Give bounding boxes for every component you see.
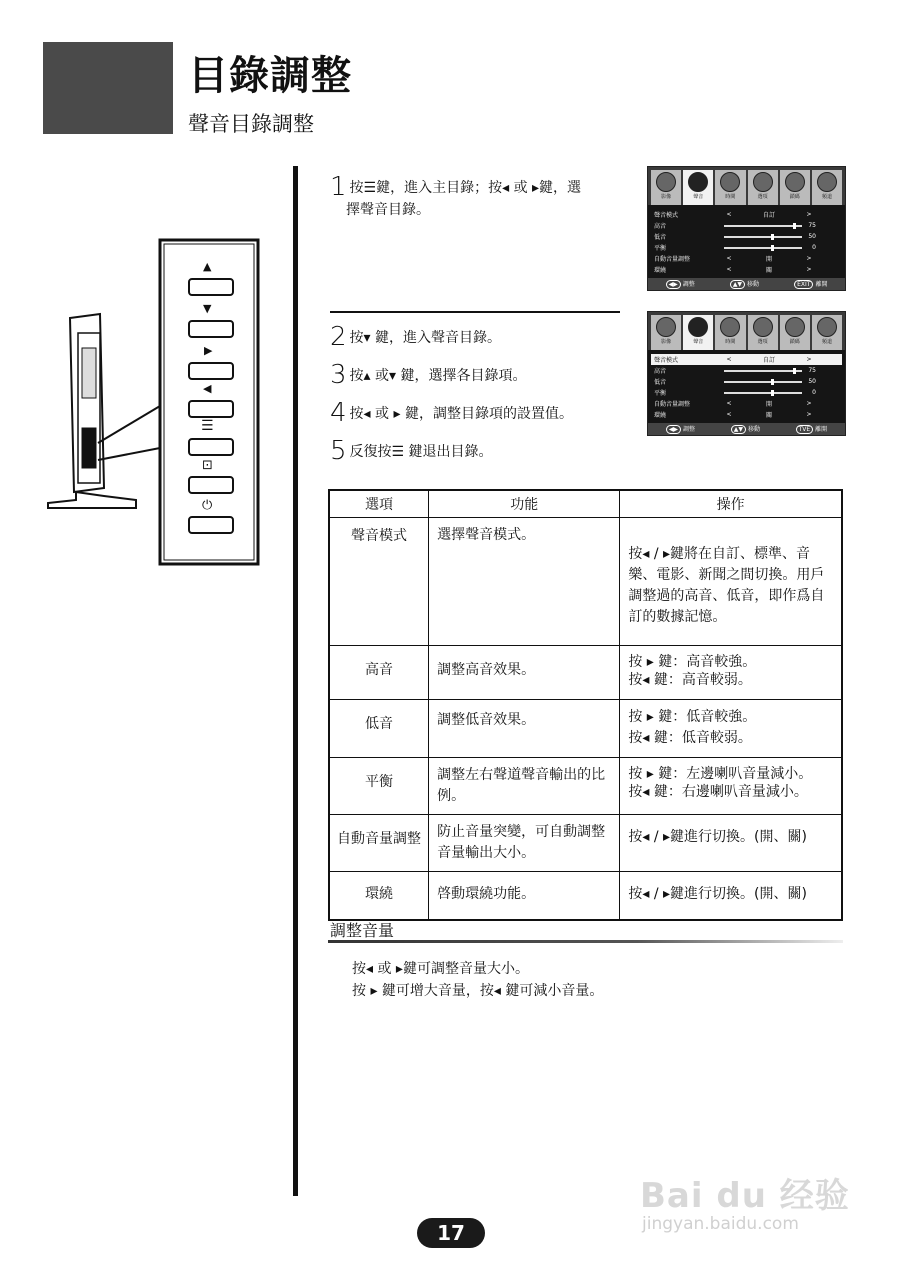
cell-function: 啓動環繞功能。 xyxy=(429,872,620,921)
cell-function: 調整高音效果。 xyxy=(429,646,620,700)
step-1 xyxy=(330,172,620,221)
sound-icon xyxy=(688,172,708,192)
step-text-line2: 擇聲音目錄。 xyxy=(346,202,430,218)
watermark-url: jingyan.baidu.com xyxy=(642,1214,799,1234)
left-button[interactable] xyxy=(188,382,232,422)
input-button[interactable] xyxy=(188,458,232,498)
cell-operation: 按 ▸ 鍵：左邊喇叭音量減小。 按◂ 鍵：右邊喇叭音量減小。 xyxy=(620,758,842,815)
step-number: 2 xyxy=(330,322,347,352)
osd-rows xyxy=(648,350,845,423)
osd-row: 環繞 < 關 > xyxy=(654,411,812,419)
osd-tabs xyxy=(648,167,845,205)
osd-tab-lock: 鎖碼 xyxy=(780,315,810,350)
cell-function: 選擇聲音模式。 xyxy=(429,518,620,646)
picture-icon xyxy=(656,317,676,337)
header-block xyxy=(43,42,173,134)
page-subtitle: 聲音目錄調整 xyxy=(188,112,314,136)
menu-icon: ☰ xyxy=(201,418,214,434)
option-icon xyxy=(753,172,773,192)
step-4 xyxy=(330,398,573,428)
cell-item: 平衡 xyxy=(329,758,429,815)
osd-screenshot-1 xyxy=(647,166,846,291)
osd-tab-option: 選項 xyxy=(748,170,778,205)
input-source-icon: ⊡ xyxy=(202,458,213,473)
up-arrow-icon: ▲ xyxy=(203,260,212,273)
down-button[interactable] xyxy=(188,302,232,342)
osd-tab-picture: 影像 xyxy=(651,315,681,350)
cell-item: 自動音量調整 xyxy=(329,815,429,872)
cell-operation: 按◂ / ▸鍵將在自訂、標準、音樂、電影、新聞之間切換。用戶調整過的高音、低音，即作爲自訂的數據記憶。 xyxy=(620,518,842,646)
osd-tab-sound: 聲音 xyxy=(683,170,713,205)
osd-tab-sound: 聲音 xyxy=(683,315,713,350)
osd-row-selected: 聲音模式 < 自訂 > xyxy=(651,354,842,365)
table-header-row xyxy=(329,490,842,518)
osd-tab-channel: 頻道 xyxy=(812,170,842,205)
osd-row: 聲音模式 < 自訂 > xyxy=(654,211,812,219)
table-row xyxy=(329,872,842,921)
step-text: 按▴ 或▾ 鍵，選擇各目錄項。 xyxy=(349,368,527,384)
right-arrow-icon: ▶ xyxy=(204,344,213,357)
osd-row: 低音 50 xyxy=(654,233,816,241)
osd-row: 低音 50 xyxy=(654,378,816,386)
menu-button[interactable] xyxy=(188,418,232,458)
left-arrow-icon: ◀ xyxy=(203,382,212,395)
step-number: 5 xyxy=(330,436,347,466)
volume-text-2: 按 ▸ 鍵可增大音量，按◂ 鍵可減小音量。 xyxy=(352,983,604,999)
osd-tab-channel: 頻道 xyxy=(812,315,842,350)
osd-tabs xyxy=(648,312,845,350)
osd-tab-time: 時間 xyxy=(715,315,745,350)
step-number: 3 xyxy=(330,360,347,390)
step-text: 按◂ 或 ▸ 鍵，調整目錄項的設置值。 xyxy=(349,406,573,422)
step-3 xyxy=(330,360,527,390)
header-operation: 操作 xyxy=(620,490,842,518)
channel-icon xyxy=(817,317,837,337)
step-number: 1 xyxy=(330,172,347,202)
step-2 xyxy=(330,322,502,352)
step-text: 反復按☰ 鍵退出目錄。 xyxy=(349,444,493,460)
osd-row: 環繞 < 關 > xyxy=(654,266,812,274)
step-5 xyxy=(330,436,493,466)
cell-operation: 按◂ / ▸鍵進行切換。(開、關) xyxy=(620,815,842,872)
osd-tab-picture: 影像 xyxy=(651,170,681,205)
osd-footer: ◀▶ 調整 ▲▼ 移動 EXIT 離開 xyxy=(648,278,845,290)
cell-operation: 按◂ / ▸鍵進行切換。(開、關) xyxy=(620,872,842,921)
cell-item: 環繞 xyxy=(329,872,429,921)
step-text-line1: 按☰鍵，進入主目錄；按◂ 或 ▸鍵，選 xyxy=(349,180,582,196)
lock-icon xyxy=(785,172,805,192)
sound-icon xyxy=(688,317,708,337)
volume-section-underline xyxy=(328,940,843,943)
step-divider xyxy=(330,311,620,313)
picture-icon xyxy=(656,172,676,192)
table-row xyxy=(329,700,842,758)
cell-function: 防止音量突變，可自動調整音量輸出大小。 xyxy=(429,815,620,872)
page-number: 17 xyxy=(417,1218,485,1248)
osd-tab-option: 選項 xyxy=(748,315,778,350)
table-row xyxy=(329,758,842,815)
osd-rows xyxy=(648,205,845,278)
osd-row: 高音 75 xyxy=(654,222,816,230)
step-text: 按▾ 鍵，進入聲音目錄。 xyxy=(349,330,502,346)
clock-icon xyxy=(720,317,740,337)
table-row xyxy=(329,518,842,646)
option-icon xyxy=(753,317,773,337)
table-row xyxy=(329,815,842,872)
header-function: 功能 xyxy=(429,490,620,518)
vertical-divider xyxy=(293,166,298,1196)
cell-item: 高音 xyxy=(329,646,429,700)
step-number: 4 xyxy=(330,398,347,428)
osd-tab-time: 時間 xyxy=(715,170,745,205)
power-button[interactable] xyxy=(188,498,232,538)
osd-footer: ◀▶ 調整 ▲▼ 移動 TVE 離開 xyxy=(648,423,845,435)
osd-row: 自動音量調整 < 開 > xyxy=(654,255,812,263)
cell-item: 低音 xyxy=(329,700,429,758)
page-title: 目錄調整 xyxy=(188,53,352,99)
osd-tab-lock: 鎖碼 xyxy=(780,170,810,205)
header-item: 選項 xyxy=(329,490,429,518)
lock-icon xyxy=(785,317,805,337)
osd-screenshot-2 xyxy=(647,311,846,436)
osd-row: 平衡 0 xyxy=(654,389,816,397)
down-arrow-icon: ▼ xyxy=(203,302,212,315)
volume-text-1: 按◂ 或 ▸鍵可調整音量大小。 xyxy=(352,961,529,977)
osd-row: 高音 75 xyxy=(654,367,816,375)
options-table xyxy=(328,489,843,921)
cell-operation: 按 ▸ 鍵：高音較強。 按◂ 鍵：高音較弱。 xyxy=(620,646,842,700)
power-icon: ⏻ xyxy=(202,498,213,513)
channel-icon xyxy=(817,172,837,192)
clock-icon xyxy=(720,172,740,192)
cell-function: 調整低音效果。 xyxy=(429,700,620,758)
volume-section-title: 調整音量 xyxy=(330,921,395,940)
cell-item: 聲音模式 xyxy=(329,518,429,646)
cell-function: 調整左右聲道聲音輸出的比例。 xyxy=(429,758,620,815)
osd-row: 自動音量調整 < 開 > xyxy=(654,400,812,408)
table-row xyxy=(329,646,842,700)
right-button[interactable] xyxy=(188,344,232,384)
osd-row: 平衡 0 xyxy=(654,244,816,252)
cell-operation: 按 ▸ 鍵：低音較強。 按◂ 鍵：低音較弱。 xyxy=(620,700,842,758)
up-button[interactable] xyxy=(188,260,232,300)
watermark-brand: Bai du 经验 xyxy=(640,1176,850,1216)
